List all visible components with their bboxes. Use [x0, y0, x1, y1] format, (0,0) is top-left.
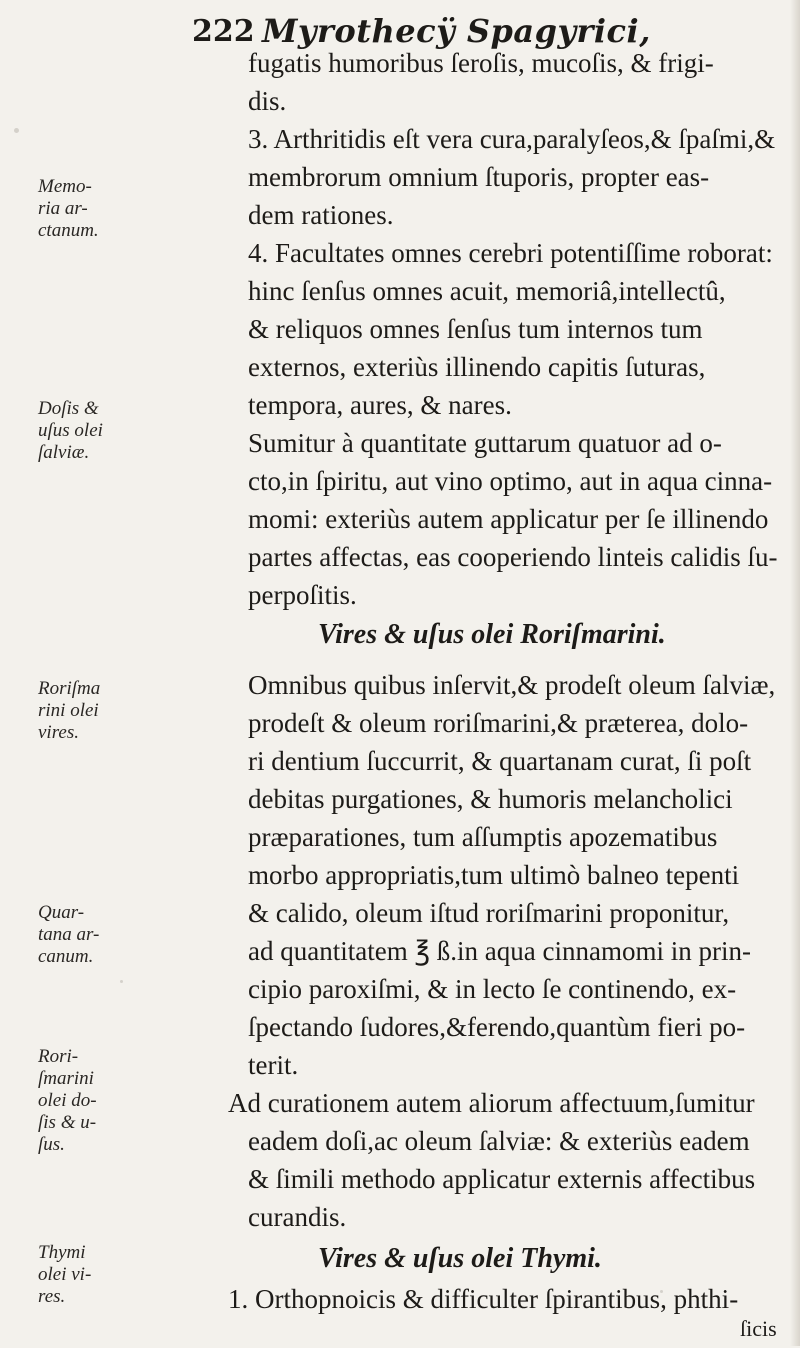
body-line: Ad curationem autem aliorum affectuum,ſumitur: [228, 1088, 755, 1118]
body-line: eadem doſi,ac oleum ſalviæ: & exteriùs eadem: [248, 1126, 750, 1156]
body-line: ri dentium ſuccurrit, & quartanam curat, ſi poſt: [248, 746, 752, 776]
body-line: prodeſt & oleum roriſmarini,& præterea, dolo-: [248, 708, 749, 738]
margin-note-line: res.: [38, 1286, 66, 1307]
body-line: morbo appropriatis,tum ultimò balneo tepenti: [248, 860, 740, 890]
margin-note-line: Thymi: [38, 1242, 86, 1263]
body-line: debitas purgationes, & humoris melancholici: [248, 784, 733, 814]
body-line: cto,in ſpiritu, aut vino optimo, aut in aqua cinna-: [248, 466, 773, 496]
body-line: membrorum omnium ſtuporis, propter eas-: [248, 162, 710, 192]
margin-note-line: tana ar-: [38, 924, 100, 945]
margin-note-line: Roriſma: [38, 678, 101, 699]
body-line: ad quantitatem ℥ ß.in aqua cinnamomi in prin-: [248, 936, 751, 966]
body-line: & ſimili methodo applicatur externis affectibus: [248, 1164, 756, 1194]
margin-note-line: olei do-: [38, 1090, 97, 1111]
margin-note-rorismarini-dosis: [38, 1046, 150, 1156]
margin-note-line: ſalviæ.: [38, 442, 90, 463]
margin-note-line: Doſis &: [38, 398, 99, 419]
body-line: Omnibus quibus inſervit,& prodeſt oleum ſalviæ,: [248, 670, 776, 700]
body-line: hinc ſenſus omnes acuit, memoriâ,intellectû,: [248, 276, 726, 306]
margin-note-memoria: [38, 176, 150, 242]
section-heading: Vires & uſus olei Roriſmarini.: [318, 619, 666, 650]
body-line: 3. Arthritidis eſt vera cura,paralyſeos,& ſpaſmi,&: [248, 124, 776, 154]
body-line: perpoſitis.: [248, 580, 357, 610]
page-edge-shadow: [790, 0, 800, 1346]
body-line: fugatis humoribus ſeroſis, mucoſis, & frigi-: [248, 48, 714, 78]
margin-note-line: canum.: [38, 946, 94, 967]
margin-note-dosis-salviae: [38, 398, 150, 464]
margin-note-line: Quar-: [38, 902, 85, 923]
body-line: ſicis: [740, 1316, 777, 1341]
margin-note-line: uſus olei: [38, 420, 103, 441]
margin-note-line: ria ar-: [38, 198, 88, 219]
margin-note-thymi: [38, 1242, 150, 1308]
body-line: & reliquos omnes ſenſus tum internos tum: [248, 314, 703, 344]
body-line: ſpectando ſudores,&ferendo,quantùm fieri po-: [248, 1012, 746, 1042]
margin-note-line: ſus.: [38, 1134, 65, 1155]
body-line: & calido, oleum iſtud roriſmarini proponitur,: [248, 898, 730, 928]
body-line: partes affectas, eas cooperiendo linteis calidis ſu-: [248, 542, 778, 572]
margin-note-line: olei vi-: [38, 1264, 92, 1285]
body-line: 1. Orthopnoicis & difficulter ſpirantibus, phthi-: [228, 1284, 739, 1314]
body-line: externos, exteriùs illinendo capitis ſuturas,: [248, 352, 706, 382]
margin-note-rorismarini-vires: [38, 678, 150, 744]
margin-note-quartana: [38, 902, 150, 968]
margin-note-line: vires.: [38, 722, 79, 743]
margin-note-line: ſmarini: [38, 1068, 94, 1089]
margin-note-line: Rori-: [38, 1046, 79, 1067]
margin-note-line: ctanum.: [38, 220, 99, 241]
page-number: 222: [192, 14, 255, 49]
paper-speck: [120, 980, 123, 983]
body-line: cipio paroxiſmi, & in lecto ſe continendo, ex-: [248, 974, 737, 1004]
body-line: Sumitur à quantitate guttarum quatuor ad o-: [248, 428, 722, 458]
body-line: dem rationes.: [248, 200, 394, 230]
body-line: præparationes, tum aſſumptis apozematibus: [248, 822, 718, 852]
running-head: Myrothecÿ Spagyrici,: [262, 12, 651, 50]
paper-speck: [660, 1290, 663, 1293]
paper-speck: [14, 128, 19, 133]
body-line: 4. Facultates omnes cerebri potentiſſime roborat:: [248, 238, 773, 268]
section-heading: Vires & uſus olei Thymi.: [318, 1243, 602, 1274]
margin-note-line: Memo-: [38, 176, 92, 197]
body-line: dis.: [248, 86, 287, 116]
body-line: tempora, aures, & nares.: [248, 390, 512, 420]
body-line: momi: exteriùs autem applicatur per ſe illinendo: [248, 504, 769, 534]
margin-note-line: ſis & u-: [38, 1112, 97, 1133]
margin-note-line: rini olei: [38, 700, 99, 721]
body-line: terit.: [248, 1050, 299, 1080]
body-line: curandis.: [248, 1202, 347, 1232]
